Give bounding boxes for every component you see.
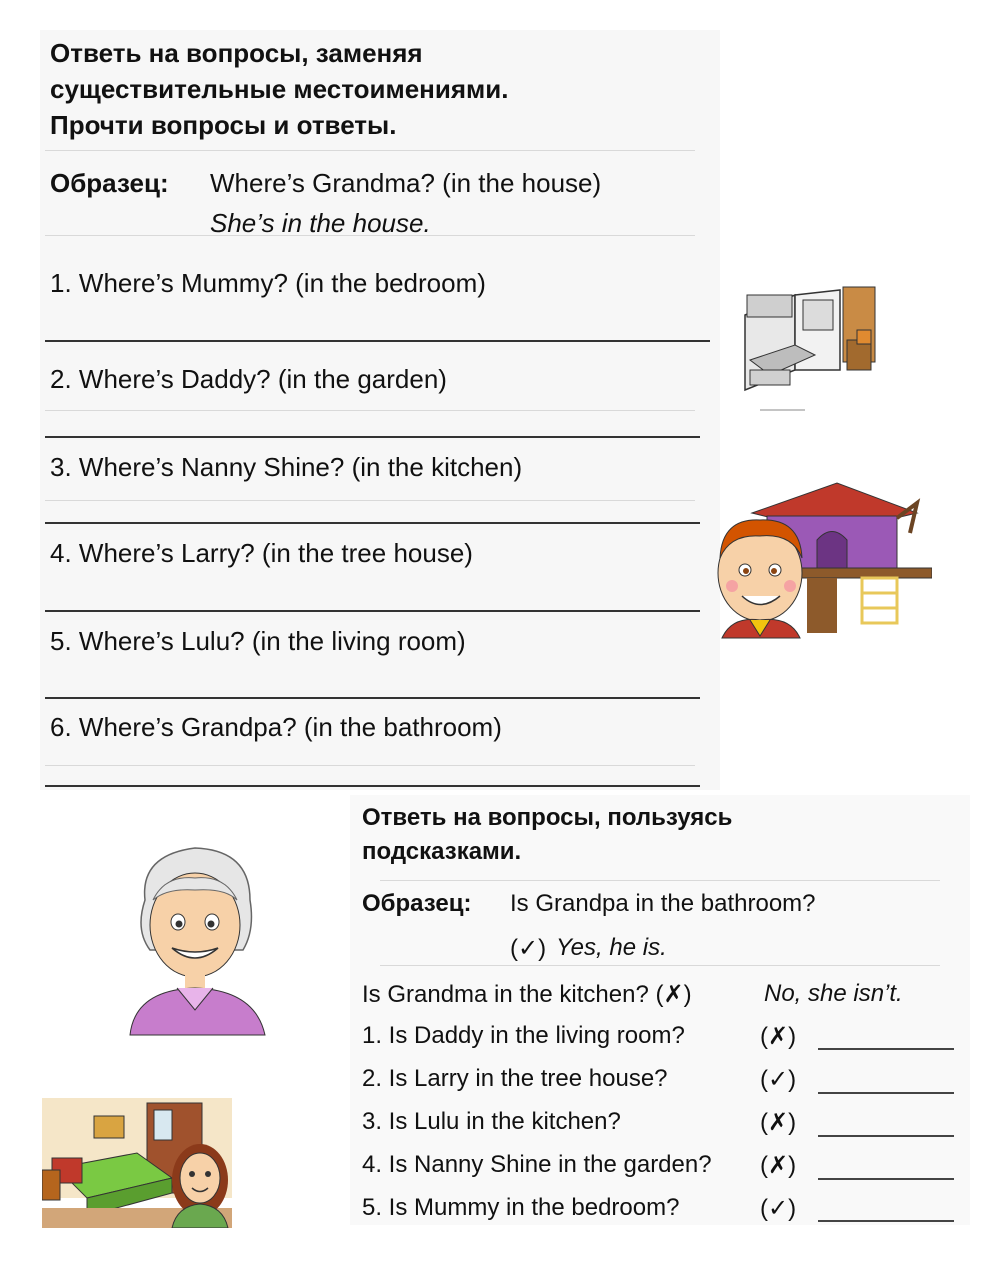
task1-heading-line1: Ответь на вопросы, заменяя bbox=[50, 38, 423, 68]
bleed-line bbox=[45, 410, 695, 411]
task1-question-4: 4. Where’s Larry? (in the tree house) bbox=[50, 538, 473, 568]
task2-mark-2: (✓) bbox=[760, 1066, 797, 1093]
task2-question-5: 5. Is Mummy in the bedroom? bbox=[362, 1194, 680, 1221]
task2-question-4: 4. Is Nanny Shine in the garden? bbox=[362, 1151, 712, 1178]
answer-line-1[interactable] bbox=[45, 340, 710, 342]
task2-example2-answer: No, she isn’t. bbox=[764, 980, 903, 1007]
bleed-line bbox=[45, 765, 695, 766]
bleed-line bbox=[45, 150, 695, 151]
short-answer-line-4[interactable] bbox=[818, 1178, 954, 1180]
answer-line-6[interactable] bbox=[45, 785, 700, 787]
task2-mark-4: (✗) bbox=[760, 1152, 797, 1179]
task2-mark-5: (✓) bbox=[760, 1195, 797, 1222]
task2-heading-line1: Ответь на вопросы, пользуясь bbox=[362, 804, 733, 831]
task2-mark-3: (✗) bbox=[760, 1109, 797, 1136]
bleed-line bbox=[380, 965, 940, 966]
task2-question-1: 1. Is Daddy in the living room? bbox=[362, 1022, 685, 1049]
short-answer-line-1[interactable] bbox=[818, 1048, 954, 1050]
task1-question-2: 2. Where’s Daddy? (in the garden) bbox=[50, 364, 447, 394]
task1-example-label: Образец: bbox=[50, 168, 169, 198]
short-answer-line-5[interactable] bbox=[818, 1220, 954, 1222]
task1-heading-line2: существительные местоимениями. bbox=[50, 74, 509, 104]
short-answer-line-3[interactable] bbox=[818, 1135, 954, 1137]
task2-example-mark: (✓) bbox=[510, 935, 547, 962]
answer-line-4[interactable] bbox=[45, 610, 700, 612]
task2-example-label: Образец: bbox=[362, 890, 472, 917]
task2-example-answer: Yes, he is. bbox=[556, 934, 667, 961]
kitchen-illustration bbox=[735, 275, 885, 415]
grandma-illustration bbox=[125, 840, 275, 1040]
task1-question-6: 6. Where’s Grandpa? (in the bathroom) bbox=[50, 712, 502, 742]
short-answer-line-2[interactable] bbox=[818, 1092, 954, 1094]
task2-question-3: 3. Is Lulu in the kitchen? bbox=[362, 1108, 621, 1135]
bedroom-girl-illustration bbox=[42, 1098, 232, 1228]
task1-question-3: 3. Where’s Nanny Shine? (in the kitchen) bbox=[50, 452, 523, 482]
task1-question-1: 1. Where’s Mummy? (in the bedroom) bbox=[50, 268, 486, 298]
answer-line-5[interactable] bbox=[45, 697, 700, 699]
task1-question-5: 5. Where’s Lulu? (in the living room) bbox=[50, 626, 466, 656]
answer-line-3[interactable] bbox=[45, 522, 700, 524]
task1-heading-line3: Прочти вопросы и ответы. bbox=[50, 110, 397, 140]
answer-line-2[interactable] bbox=[45, 436, 700, 438]
task2-example2-question: Is Grandma in the kitchen? (✗) bbox=[362, 981, 692, 1008]
bleed-line bbox=[45, 500, 695, 501]
task1-example-answer: She’s in the house. bbox=[210, 208, 431, 238]
task2-mark-1: (✗) bbox=[760, 1023, 797, 1050]
task2-question-2: 2. Is Larry in the tree house? bbox=[362, 1065, 668, 1092]
treehouse-boy-illustration bbox=[712, 478, 932, 643]
task2-example-question: Is Grandpa in the bathroom? bbox=[510, 890, 816, 917]
task1-example-question: Where’s Grandma? (in the house) bbox=[210, 168, 602, 198]
task2-heading-line2: подсказками. bbox=[362, 838, 522, 865]
bleed-line bbox=[380, 880, 940, 881]
